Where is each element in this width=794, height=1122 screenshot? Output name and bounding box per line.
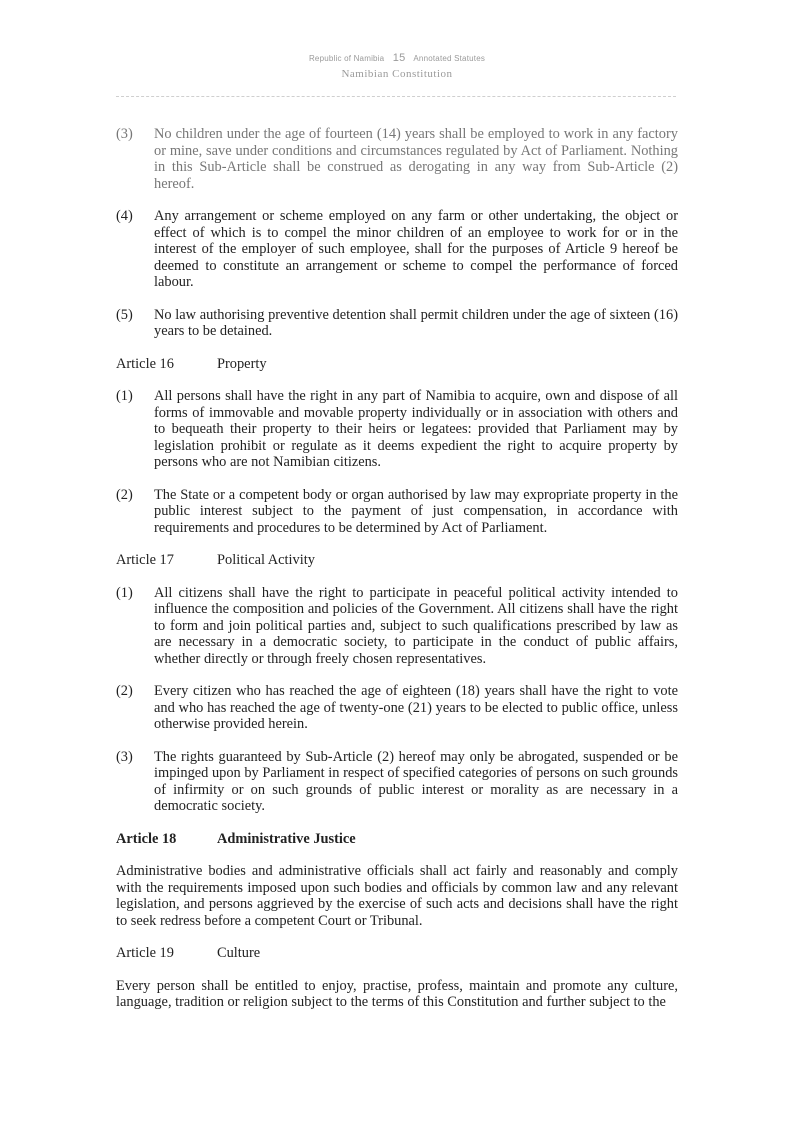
subarticle-text: The rights guaranteed by Sub-Article (2) hereof may only be abrogated, suspended or be impinged upon by Parliament in respect of specified categories of persons on such grounds of infirmity or on such grounds of public interest or morality as are necessary in a democratic society. xyxy=(154,748,678,814)
article-18-heading xyxy=(116,831,678,848)
document-body xyxy=(116,126,678,1027)
subarticle-16-2 xyxy=(116,487,678,537)
subarticle-number: (5) xyxy=(116,306,133,323)
subarticle-number: (2) xyxy=(116,486,133,503)
subarticle-text: The State or a competent body or organ authorised by law may expropriate property in the public interest subject to the payment of just compensation, in accordance with requirements and procedures to be determined by Act of Parliament. xyxy=(154,486,678,536)
subarticle-number: (4) xyxy=(116,208,133,224)
subarticle-15-3 xyxy=(116,126,678,192)
article-number: Article 19 xyxy=(116,945,174,961)
article-19-heading xyxy=(116,945,678,962)
subarticle-number: (3) xyxy=(116,748,133,765)
header-subtitle: Namibian Constitution xyxy=(341,68,453,80)
subarticle-number: (1) xyxy=(116,584,133,601)
subarticle-text: All persons shall have the right in any part of Namibia to acquire, own and dispose of all forms of immovable and movable property individually or in association with others and to bequeath their property to their heirs or legatees: provided that Parliament may by legislation prohibit or regulate as it deems expedient the right to acquire property by persons who are not Namibian citizens. xyxy=(154,388,678,470)
article-number: Article 17 xyxy=(116,552,174,568)
subarticle-text: No children under the age of fourteen (14) years shall be employed to work in any factory or mine, save under conditions and circumstances regulated by Act of Parliament. Nothing in this Sub-Article shall be construed as derogating in any way from Sub-Article (2) hereof. xyxy=(154,126,678,192)
subarticle-16-1 xyxy=(116,388,678,471)
page-number: 15 xyxy=(392,52,406,64)
header-left-text: Republic of Namibia xyxy=(308,54,385,63)
header-line xyxy=(0,52,794,64)
article-title: Political Activity xyxy=(217,552,315,568)
subarticle-number: (2) xyxy=(116,683,133,699)
article-17-heading xyxy=(116,552,678,569)
subarticle-number: (3) xyxy=(116,126,133,142)
subarticle-15-5 xyxy=(116,307,678,340)
article-number: Article 18 xyxy=(116,830,177,847)
running-header xyxy=(0,52,794,80)
article-title: Administrative Justice xyxy=(217,830,356,847)
article-title: Culture xyxy=(217,945,261,961)
subarticle-text: All citizens shall have the right to participate in peaceful political activity intended to influence the composition and policies of the Government. All citizens shall have the right to form and join political parties and, subject to such qualifications prescribed by law as are necessary in a democratic society, to participate in the conduct of public affairs, whether directly or through freely chosen representatives. xyxy=(154,584,678,667)
subarticle-17-2 xyxy=(116,683,678,733)
article-18-text: Administrative bodies and administrative officials shall act fairly and reasonably and comply with the requirements imposed upon such bodies and officials by common law and any relevant legislation, and persons aggrieved by the exercise of such acts and decisions shall have the right to seek redress before a competent Court or Tribunal. xyxy=(116,863,678,929)
header-right-text: Annotated Statutes xyxy=(413,54,486,63)
subarticle-text: Every citizen who has reached the age of eighteen (18) years shall have the right to vote and who has reached the age of twenty-one (21) years to be elected to public office, unless otherwise provided herein. xyxy=(154,683,678,732)
article-16-heading xyxy=(116,356,678,373)
article-number: Article 16 xyxy=(116,355,174,372)
subarticle-text: No law authorising preventive detention shall permit children under the age of sixteen (16) years to be detained. xyxy=(154,306,678,339)
subarticle-17-1 xyxy=(116,585,678,668)
subarticle-17-3 xyxy=(116,749,678,815)
subarticle-number: (1) xyxy=(116,388,133,404)
article-19-text: Every person shall be entitled to enjoy, practise, profess, maintain and promote any culture, language, tradition or religion subject to the terms of this Constitution and further subject to the xyxy=(116,977,678,1010)
header-rule xyxy=(116,96,676,97)
subarticle-text: Any arrangement or scheme employed on any farm or other undertaking, the object or effect of which is to compel the minor children of an employee to work for or in the interest of the employer of such employee, shall for the purposes of Article 9 hereof be deemed to constitute an arrangement or scheme to compel the performance of forced labour. xyxy=(154,208,678,290)
article-title: Property xyxy=(217,355,267,372)
subarticle-15-4 xyxy=(116,208,678,291)
